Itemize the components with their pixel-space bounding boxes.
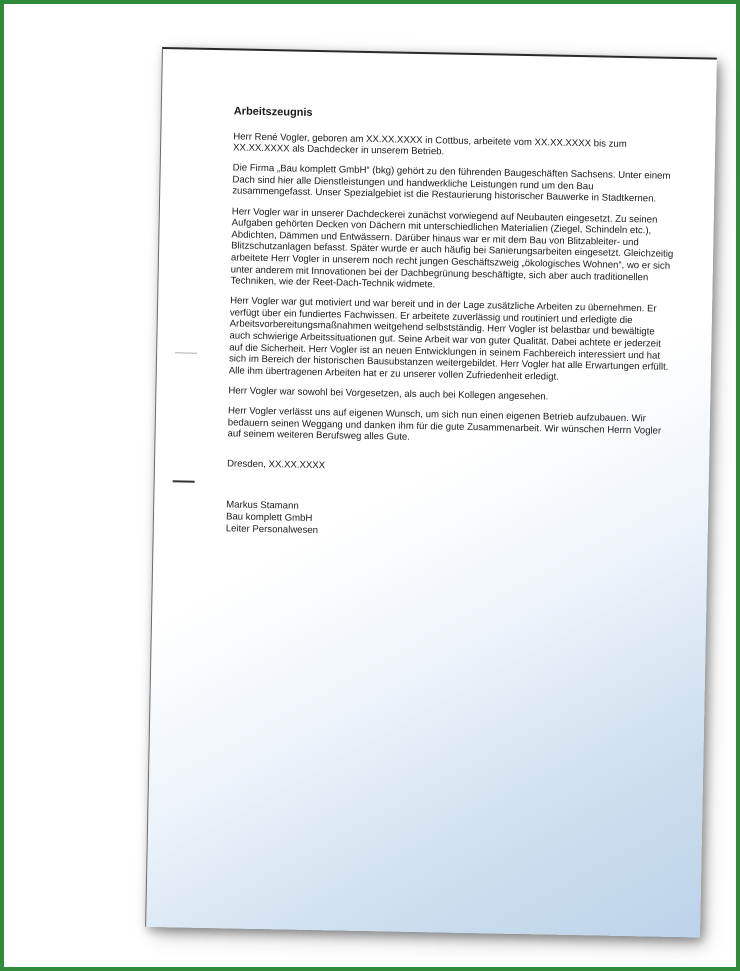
signature-block <box>226 500 671 543</box>
signatory-company: Bau komplett GmbH <box>225 511 313 524</box>
place-date: Dresden, XX.XX.XXXX <box>226 458 326 471</box>
signatory-name: Markus Stamann <box>226 499 299 513</box>
paragraph-intro: Herr René Vogler, geboren am XX.XX.XXXX in Cottbus, arbeitete vom XX.XX.XXXX bis zum XX.XX.XXXX als Dachdecker in unserem Betrieb. <box>232 130 627 158</box>
document-page <box>145 47 717 937</box>
signatory-role: Leiter Personalwesen <box>225 522 319 536</box>
fold-mark <box>175 352 197 353</box>
document-title: Arbeitszeugnis <box>233 105 313 119</box>
paragraph-closing: Herr Vogler verlässt uns auf eigenen Wunsch, um sich nun einen eigenen Betrieb aufzubauen. Wir bedauern seinen Weggang und danken ihm für die gute Zusammenarbeit. Wir wünschen Herrn Vogler auf seinem weiteren Berufsweg alles Gute. <box>227 405 662 443</box>
paragraph-conduct: Herr Vogler war sowohl bei Vorgesetzen, als auch bei Kollegen angesehen. <box>228 385 549 403</box>
paragraph-company: Die Firma „Bau komplett GmbH“ (bkg) gehört zu den führenden Baugeschäften Sachsens. Unter einem Dach sind hier alle Dienstleistungen und handwerkliche Leistungen rund um den Bau zusammengefasst. Unser Spezialgebiet ist die Restaurierung historischer Bauwerke in Stadtkernen. <box>232 162 671 205</box>
punch-mark <box>173 480 195 482</box>
paragraph-performance: Herr Vogler war gut motiviert und war bereit und in der Lage zusätzliche Arbeiten zu übernehmen. Er verfügt über ein fundiertes Fachwissen. Er arbeitete zuverlässig und routiniert und erledigte die Arbeitsvorbereitungsmaßnahmen weitgehend selbstständig. Herr Vogler ist belastbar und bewältigte auch schwierige Arbeitssituationen gut. Seine Arbeit war von guter Qualität. Dabei achtete er jederzeit auf die Sicherheit. Herr Vogler ist an neuen Entwicklungen in seinem Fachbereich interessiert und hat sich im Bereich der historischen Bausubstanzen weitergebildet. Herr Vogler hat alle Erwartungen erfüllt. Alle ihm übertragenen Arbeiten hat er zu unserer vollen Zufriedenheit erledigt. <box>228 295 669 383</box>
paragraph-tasks: Herr Vogler war in unserer Dachdeckerei zunächst vorwiegend auf Neubauten eingesetzt. Zu seinen Aufgaben gehörten Decken von Dächern mit unterschiedlichen Materialien (Ziegel, Schindeln etc.), Abdichten, Dämmen und Entwässern. Darüber hinaus war er mit dem Bau von Blitzableiter- und Blitzschutzanlagen befasst. Später wurde er auch häufig bei Sanierungsarbeiten eingesetzt. Gleichzeitig arbeitete Herr Vogler in unserem noch recht jungen Geschäftszweig „ökologisches Wohnen“, wo er sich unter anderem mit Innovationen bei der Dachbegrünung beschäftigte, sich aber auch traditionellen Techniken, wie der Reet-Dach-Technik widmete. <box>230 205 674 291</box>
document-body <box>225 106 677 551</box>
